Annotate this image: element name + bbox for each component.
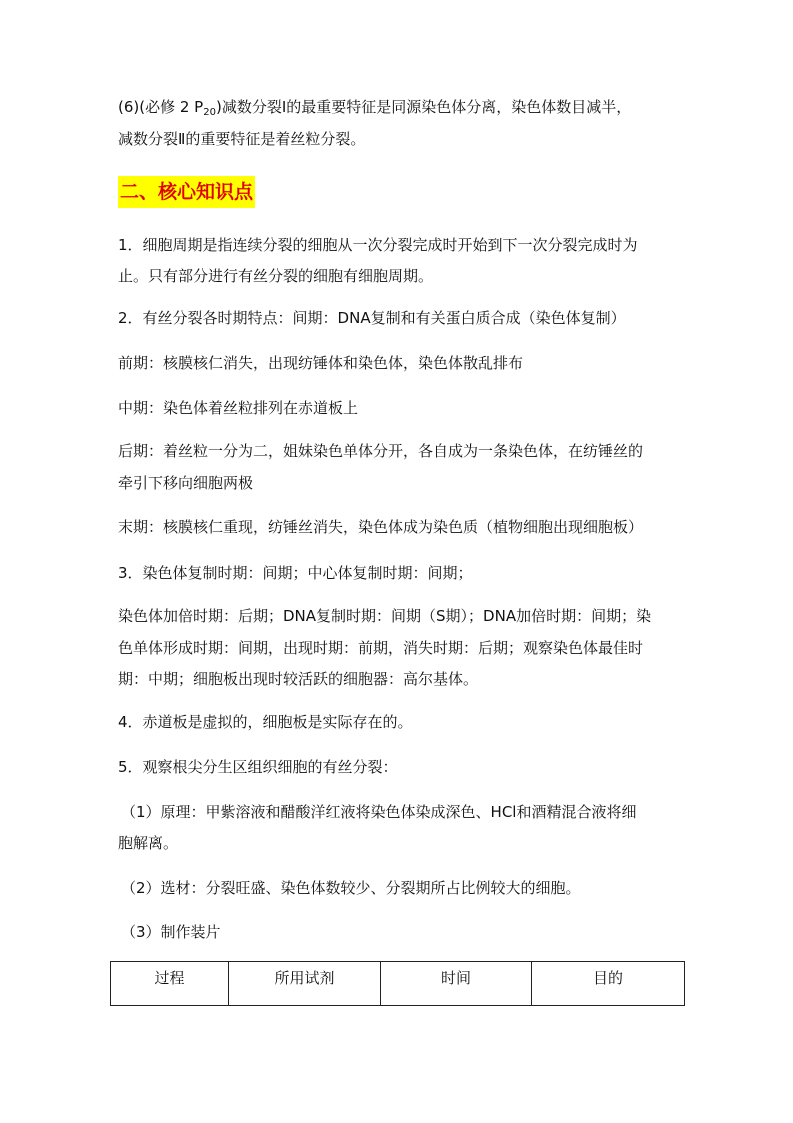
point-4: 4．赤道板是虚拟的，细胞板是实际存在的。 bbox=[118, 713, 413, 731]
point-2-telophase: 末期：核膜核仁重现，纺锤丝消失，染色体成为染色质（植物细胞出现细胞板） bbox=[118, 518, 644, 536]
table-header-time: 时间 bbox=[381, 962, 532, 1006]
point-1-line-2: 止。只有部分进行有丝分裂的细胞有细胞周期。 bbox=[118, 267, 434, 285]
point-5: 5．观察根尖分生区组织细胞的有丝分裂： bbox=[118, 758, 398, 776]
intro-line-2: 减数分裂Ⅱ的重要特征是着丝粒分裂。 bbox=[118, 130, 366, 148]
intro-prefix: (6)(必修 2 P bbox=[118, 98, 204, 116]
intro-subscript: 20 bbox=[203, 107, 216, 118]
point-5-2: （2）选材：分裂旺盛、染色体数较少、分裂期所占比例较大的细胞。 bbox=[121, 879, 581, 897]
point-2-prophase: 前期：核膜核仁消失，出现纺锤体和染色体，染色体散乱排布 bbox=[118, 354, 524, 372]
point-3-line-1: 3．染色体复制时期：间期；中心体复制时期：间期； bbox=[118, 564, 473, 582]
point-3-line-4: 期：中期；细胞板出现时较活跃的细胞器：高尔基体。 bbox=[118, 670, 479, 688]
table-header-reagent: 所用试剂 bbox=[229, 962, 381, 1006]
point-2-metaphase: 中期：染色体着丝粒排列在赤道板上 bbox=[118, 399, 359, 417]
point-2-anaphase-line-2: 牵引下移向细胞两极 bbox=[118, 474, 254, 492]
point-3-line-3: 色单体形成时期：间期，出现时期：前期，消失时期：后期；观察染色体最佳时 bbox=[118, 639, 644, 657]
procedure-table bbox=[110, 961, 685, 1006]
point-2-anaphase-line-1: 后期：着丝粒一分为二，姐妹染色单体分开，各自成为一条染色体，在纺锤丝的 bbox=[118, 442, 644, 460]
table-header-process: 过程 bbox=[111, 962, 229, 1006]
intro-line-1-text: )减数分裂Ⅰ的最重要特征是同源染色体分离，染色体数目减半， bbox=[215, 98, 632, 116]
point-2-line-1: 2．有丝分裂各时期特点：间期：DNA复制和有关蛋白质合成（染色体复制） bbox=[118, 309, 626, 327]
table-header-purpose: 目的 bbox=[532, 962, 685, 1006]
point-5-1-line-1: （1）原理：甲紫溶液和醋酸洋红液将染色体染成深色、HCl和酒精混合液将细 bbox=[121, 803, 637, 821]
intro-line-1 bbox=[118, 95, 678, 125]
table-header-row bbox=[111, 962, 685, 1006]
point-1-line-1: 1．细胞周期是指连续分裂的细胞从一次分裂完成时开始到下一次分裂完成时为 bbox=[118, 236, 638, 254]
point-5-1-line-2: 胞解离。 bbox=[118, 834, 179, 852]
section-heading: 二、核心知识点 bbox=[118, 176, 255, 208]
point-3-line-2: 染色体加倍时期：后期；DNA复制时期：间期（S期）；DNA加倍时期：间期；染 bbox=[118, 607, 652, 625]
point-5-3: （3）制作装片 bbox=[121, 923, 221, 941]
